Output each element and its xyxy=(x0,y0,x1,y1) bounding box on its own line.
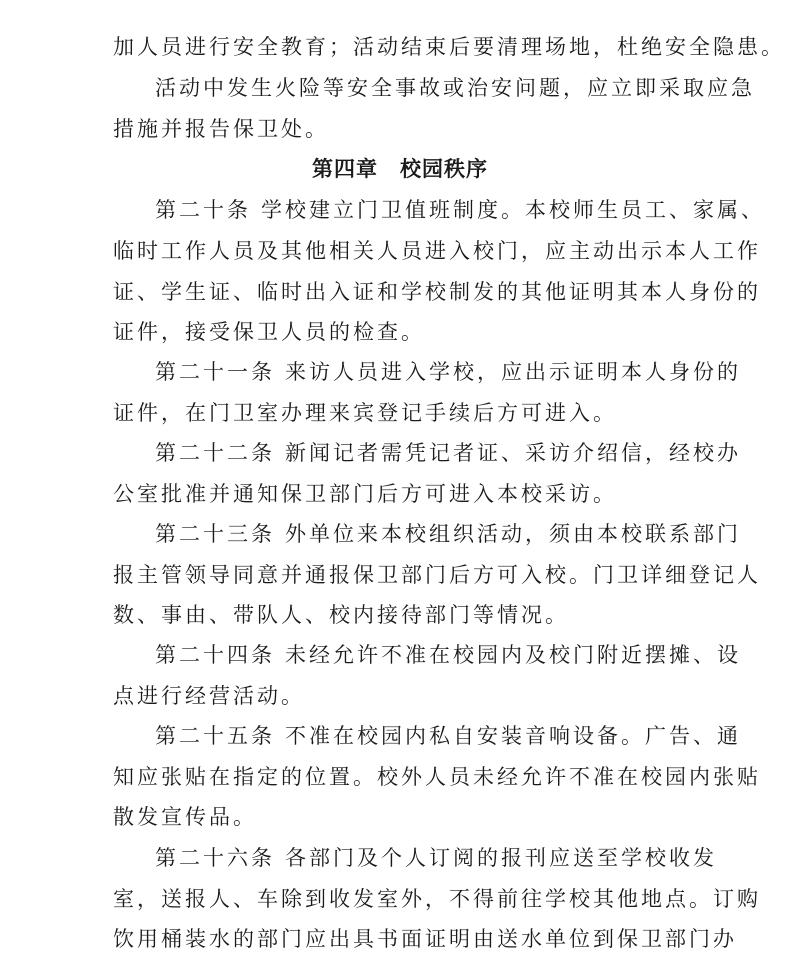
article-text: 来访人员进入学校，应出示证明本人身份的 xyxy=(285,360,741,384)
article-first-line xyxy=(155,357,741,387)
article-label: 第二十四条 xyxy=(155,643,275,667)
article-first-line xyxy=(155,721,741,751)
article-text: 未经允许不准在校园内及校门附近摆摊、设 xyxy=(285,643,741,667)
article-line: 点进行经营活动。 xyxy=(113,684,305,708)
article-label: 第二十一条 xyxy=(155,360,275,384)
article-label: 第二十六条 xyxy=(155,846,275,870)
article-label: 第二十二条 xyxy=(155,441,275,465)
article-line: 公室批准并通知保卫部门后方可进入本校采访。 xyxy=(113,482,617,506)
article-first-line xyxy=(155,519,741,549)
article-label: 第二十条 xyxy=(155,198,251,222)
article-line: 报主管领导同意并通报保卫部门后方可入校。门卫详细登记人 xyxy=(113,563,761,587)
article-line: 证、学生证、临时出入证和学校制发的其他证明其本人身份的 xyxy=(113,280,761,304)
article-line: 数、事由、带队人、校内接待部门等情况。 xyxy=(113,603,569,627)
article-text: 新闻记者需凭记者证、采访介绍信，经校办 xyxy=(285,441,741,465)
article-text: 各部门及个人订阅的报刊应送至学校收发 xyxy=(285,846,717,870)
article-label: 第二十五条 xyxy=(155,724,275,748)
chapter-heading: 第四章 校园秩序 xyxy=(312,157,488,181)
article-line: 证件，在门卫室办理来宾登记手续后方可进入。 xyxy=(113,401,617,425)
article-line: 证件，接受保卫人员的检查。 xyxy=(113,320,425,344)
article-line: 散发宣传品。 xyxy=(113,805,257,829)
article-first-line xyxy=(155,640,741,670)
article-first-line xyxy=(155,843,715,873)
continuation-line: 加人员进行安全教育；活动结束后要清理场地，杜绝安全隐患。 xyxy=(113,35,785,59)
article-first-line xyxy=(155,195,765,225)
article-text: 不准在校园内私自安装音响设备。广告、通 xyxy=(285,724,741,748)
article-first-line xyxy=(155,438,741,468)
paragraph-line: 活动中发生火险等安全事故或治安问题，应立即采取应急 xyxy=(155,76,755,100)
paragraph-line: 措施并报告保卫处。 xyxy=(113,117,329,141)
article-line: 知应张贴在指定的位置。校外人员未经允许不准在校园内张贴 xyxy=(113,765,761,789)
article-text: 学校建立门卫值班制度。本校师生员工、家属、 xyxy=(261,198,765,222)
article-line: 室，送报人、车除到收发室外，不得前往学校其他地点。订购 xyxy=(113,887,761,911)
article-label: 第二十三条 xyxy=(155,522,275,546)
article-text: 外单位来本校组织活动，须由本校联系部门 xyxy=(285,522,741,546)
article-line: 饮用桶装水的部门应出具书面证明由送水单位到保卫部门办 xyxy=(113,927,737,951)
article-line: 临时工作人员及其他相关人员进入校门，应主动出示本人工作 xyxy=(113,239,761,263)
